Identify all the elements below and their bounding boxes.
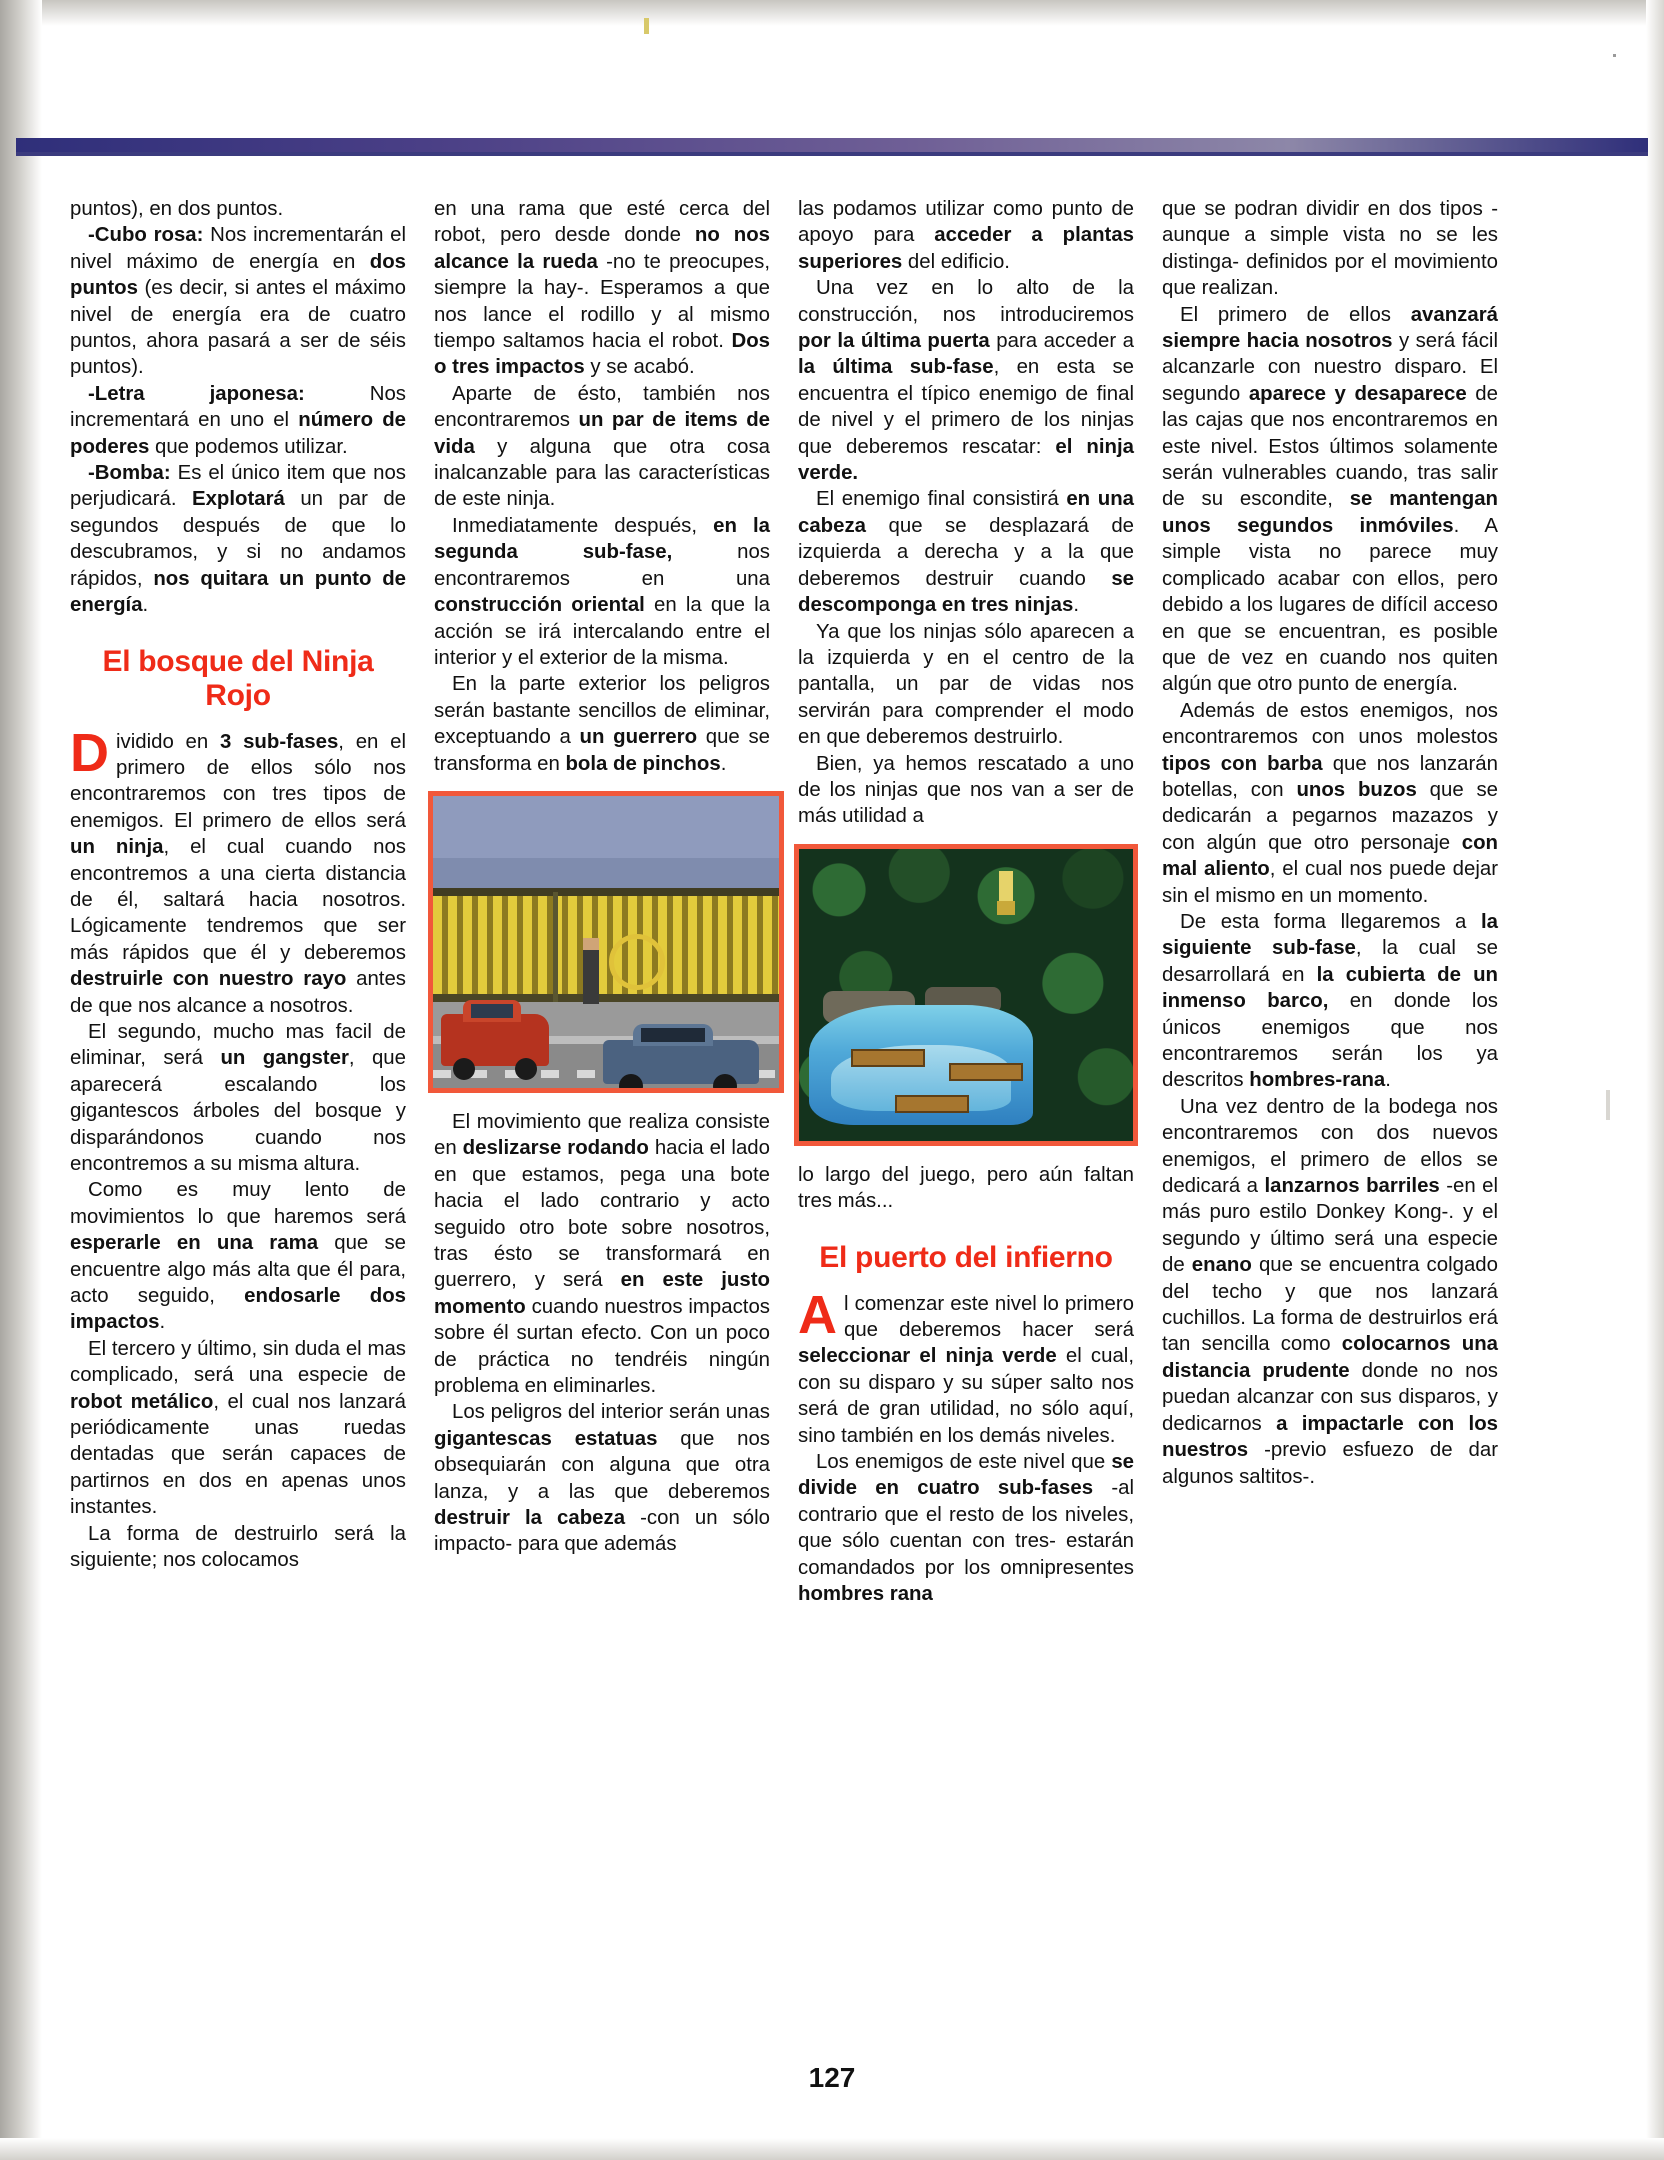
screenshot-pole — [553, 892, 558, 1004]
paragraph: -Letra japonesa: Nos incrementará en uno el número de poderes que podemos utilizar. — [70, 382, 407, 458]
paragraph: Inmediatamente después, en la segunda sub-fase, nos encontraremos en una construcción oriental en la que la acción se irá intercalando entre el interior y el exterior de la misma. — [434, 514, 771, 669]
scan-edge-right — [1646, 0, 1664, 2160]
screenshot-platform — [895, 1095, 969, 1113]
paragraph: -Bomba: Es el único item que nos perjudicará. Explotará un par de segundos después de que lo descubramos, y si no andamos rápidos, nos quitara un punto de energía. — [70, 462, 406, 617]
screenshot-player-character — [999, 871, 1013, 901]
paragraph: De esta forma llegaremos a la siguiente sub-fase, la cual se desarrollará en la cubierta de un inmenso barco, en donde los únicos enemigos que nos encontraremos serán los ya descritos hombres-rana. — [1162, 910, 1498, 1092]
paragraph: La forma de destruirlo será la siguiente; nos colocamos — [70, 1522, 406, 1572]
paragraph: Bien, ya hemos rescatado a uno de los ninjas que nos van a ser de más utilidad a — [798, 752, 1134, 828]
street-level-screenshot — [428, 791, 784, 1093]
scan-artifact — [1613, 54, 1616, 57]
paragraph-with-dropcap: Dividido en 3 sub-fases, en el primero de ellos sólo nos encontraremos con tres tipos de enemigos. El primero de ellos será un ninja, el cual cuando nos encontremos a una cierta distancia de él, saltará hacia nosotros. Lógicamente tendremos que ser más rápidos que él y deberemos destruirle con nuestro rayo antes de que nos alcance a nosotros. — [70, 722, 407, 1017]
paragraph: Como es muy lento de movimientos lo que haremos será esperarle en una rama que se encuentre algo más alta que él para, acto seguido, endosarle dos impactos. — [70, 1179, 406, 1334]
paragraph-with-dropcap: Al comenzar este nivel lo primero que deberemos hacer será seleccionar el ninja verde el cual, con su disparo y su súper salto nos será de gran utilidad, no sólo aquí, sino también en los demás niveles. — [798, 1284, 1134, 1447]
paragraph: El tercero y último, sin duda el mas complicado, será una especie de robot metálico, el cual nos lanzará periódicamente unas ruedas dentadas que serán capaces de partirnos en dos en apenas unos instantes. — [70, 1337, 407, 1519]
section-heading-puerto-del-infierno: El puerto del infierno — [819, 1240, 1113, 1274]
scan-artifact — [644, 18, 649, 34]
article-columns — [70, 196, 1570, 2026]
column-1 — [70, 196, 406, 2026]
column-3 — [798, 196, 1134, 2026]
screenshot-red-car-window — [471, 1004, 513, 1018]
scan-edge-top — [0, 0, 1664, 26]
drop-cap: D — [70, 722, 109, 783]
paragraph: El enemigo final consistirá en una cabeza que se desplazará de izquierda a derecha y a la que deberemos destruir cuando se descomponga en tres ninjas. — [798, 488, 1134, 617]
paragraph: Los peligros del interior serán unas gigantescas estatuas que nos obsequiarán con alguna que otra lanza, y a las que deberemos destruir la cabeza -con un sólo impacto- para que además — [434, 1401, 771, 1556]
paragraph: Una vez en lo alto de la construcción, nos introduciremos por la última puerta para acceder a la última sub-fase, en esta se encuentra el típico enemigo de final de nivel y el primero de los ninjas que deberemos rescatar: el ninja verde. — [798, 277, 1134, 485]
page-number: 127 — [808, 2062, 856, 2093]
paragraph: Una vez dentro de la bodega nos encontraremos con dos nuevos enemigos, el primero de ellos se dedicará a lanzarnos barriles -en el más puro estilo Donkey Kong-. y el segundo y último será una especie de enano que se encuentra colgado del techo y que nos lanzará cuchillos. La forma de destruirlos erá tan sencilla como colocarnos una distancia prudente donde no nos puedan alcanzar con sus disparos, y dedicarnos a impactarle con los nuestros -previo esfuezo de dar algunos saltitos-. — [1162, 1095, 1499, 1488]
paragraph: El movimiento que realiza consiste en deslizarse rodando hacia el lado en que estamos, pega una bote hacia el lado contrario y acto seguido otro bote sobre nosotros, tras ésto se transformará en guerrero, y será en este justo momento cuando nuestros impactos sobre él surtan efecto. Con un poco de práctica no tendréis ningún problema en eliminarles. — [434, 1110, 770, 1397]
screenshot-player-body — [997, 901, 1015, 915]
scan-artifact — [1606, 1090, 1610, 1120]
drop-cap: A — [798, 1284, 837, 1345]
paragraph: El segundo, mucho mas facil de eliminar, será un gangster, que aparecerá escalando los gigantescos árboles del bosque y disparándonos cuando nos encontremos a su misma altura. — [70, 1020, 406, 1175]
screenshot-player-head — [583, 938, 599, 950]
screenshot-platform — [949, 1063, 1023, 1081]
paragraph: El primero de ellos avanzará siempre hacia nosotros y será fácil alcanzarle con nuestro disparo. El segundo aparece y desaparece de las cajas que nos encontraremos en este nivel. Estos últimos solamente serán vulnerables cuando, tras salir de su escondite, se mantengan unos segundos inmóviles. A simple vista no parece muy complicado acabar con ellos, pero debido a los lugares de difícil acceso en que se encuentran, es posible que de vez en cuando nos quiten algún que otro punto de energía. — [1162, 303, 1499, 696]
column-4 — [1162, 196, 1498, 2026]
paragraph: Además de estos enemigos, nos encontraremos con unos molestos tipos con barba que nos lanzarán botellas, con unos buzos que se dedicarán a pegarnos mazazos y con algún que otro personaje con mal aliento, el cual nos puede dejar sin el mismo en un momento. — [1162, 699, 1499, 907]
screenshot-blue-car-window — [641, 1028, 705, 1042]
screenshot-player-character — [583, 946, 599, 1004]
column-2 — [434, 196, 770, 2026]
forest-water-screenshot — [794, 844, 1138, 1146]
paragraph: que se podran dividir en dos tipos -aunque a simple vista no se les distinga- definidos por el movimiento que realizan. — [1162, 198, 1498, 300]
paragraph: lo largo del juego, pero aún faltan tres más... — [798, 1163, 1134, 1213]
paragraph: puntos), en dos puntos. — [70, 198, 284, 220]
header-rule — [16, 138, 1648, 152]
screenshot-blue-car-wheel — [619, 1074, 643, 1093]
header-rule-thin — [16, 152, 1648, 156]
screenshot-blue-car-wheel — [713, 1074, 737, 1093]
paragraph: En la parte exterior los peligros serán bastante sencillos de eliminar, exceptuando a un guerrero que se transforma en bola de pinchos. — [434, 673, 771, 775]
screenshot-platform — [851, 1049, 925, 1067]
scan-edge-bottom — [0, 2138, 1664, 2160]
paragraph: Ya que los ninjas sólo aparecen a la izquierda y en el centro de la pantalla, un par de vidas nos servirán para comprender el modo en que deberemos destruirlo. — [798, 620, 1134, 749]
screenshot-fence — [433, 892, 779, 1000]
scan-edge-left — [0, 0, 42, 2160]
screenshot-red-car-wheel — [453, 1058, 475, 1080]
paragraph: Los enemigos de este nivel que se divide en cuatro sub-fases -al contrario que el resto de los niveles, que sólo cuentan con tres- estarán comandados por los omnipresentes hombres rana — [798, 1451, 1134, 1606]
paragraph: -Cubo rosa: Nos incrementarán el nivel máximo de energía en dos puntos (es decir, si antes el máximo nivel de energía era de cuatro puntos, ahora pasará a ser de séis puntos). — [70, 224, 406, 379]
screenshot-enemy-wheel — [609, 934, 665, 990]
paragraph: las podamos utilizar como punto de apoyo para acceder a plantas superiores del edificio. — [798, 198, 1135, 273]
screenshot-red-car-wheel — [515, 1058, 537, 1080]
section-heading-bosque-ninja-rojo: El bosque del Ninja Rojo — [102, 644, 374, 712]
paragraph: en una rama que esté cerca del robot, pero desde donde no nos alcance la rueda -no te preocupes, siempre la hay-. Esperamos a que nos lance el rodillo y al mismo tiempo saltamos hacia el robot. Dos o tres impactos y se acabó. — [434, 198, 771, 379]
paragraph: Aparte de ésto, también nos encontraremos un par de items de vida y alguna que otra cosa inalcanzable para las características de este ninja. — [434, 382, 771, 511]
screenshot-fence-top — [433, 888, 779, 896]
screenshot-sky-band — [433, 858, 779, 892]
